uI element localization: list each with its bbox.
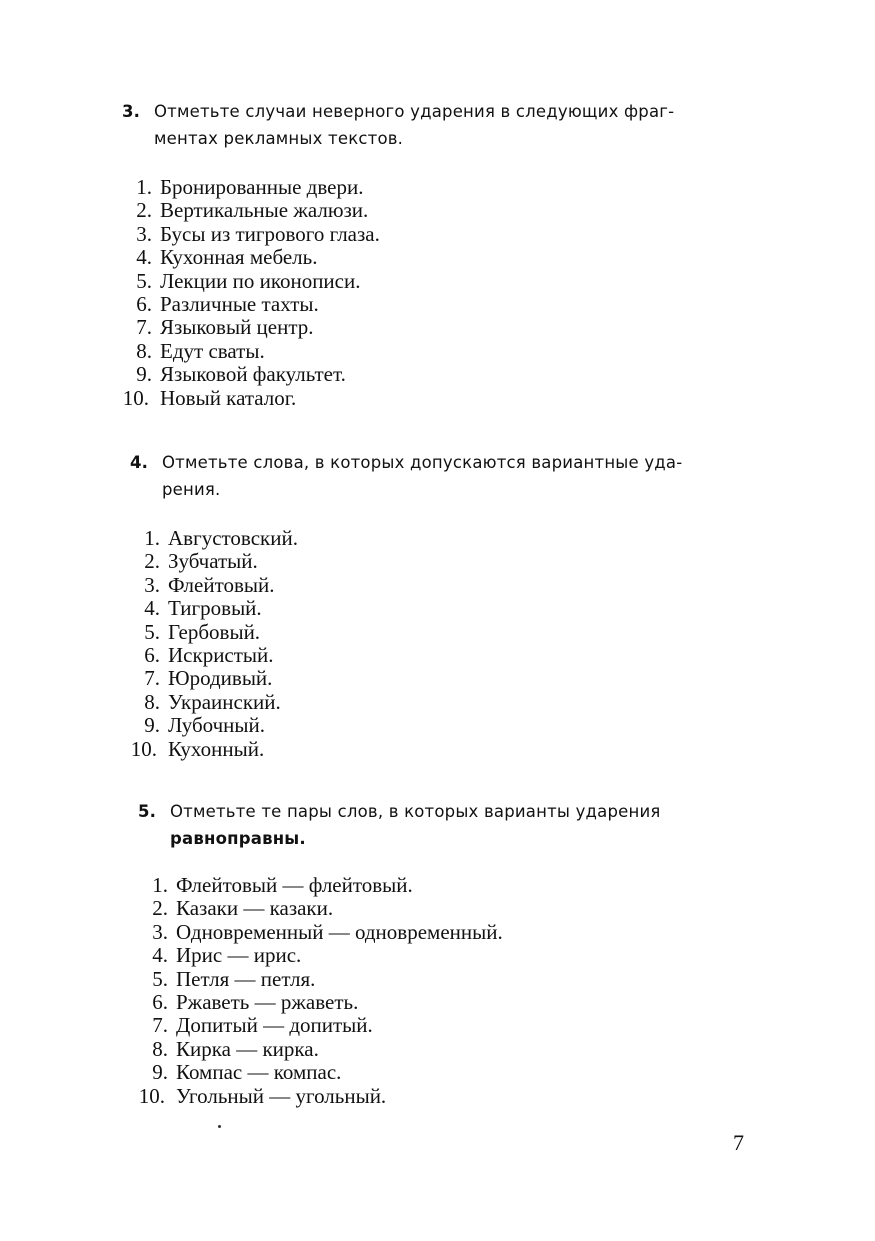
list-item-text: Лубочный. [168, 713, 265, 738]
list-item-text: Бронированные двери. [160, 175, 364, 199]
task-5-heading [138, 798, 770, 852]
list-item-number: 7. [136, 315, 152, 340]
list-item [130, 597, 732, 620]
list-item-number: 5. [152, 966, 168, 991]
list-item [130, 574, 732, 597]
list-item-text: Едут сваты. [160, 338, 265, 363]
list-item-number: 2. [136, 198, 152, 223]
task-5 [138, 798, 770, 1108]
list-item-number: 1. [152, 873, 168, 897]
task-4-heading [130, 449, 732, 503]
task-3-heading [122, 98, 724, 152]
list-item [130, 621, 732, 644]
list-item-number: 9. [152, 1060, 168, 1085]
list-item [122, 387, 724, 410]
list-item-text: Искристый. [168, 643, 274, 668]
list-item-number: 8. [152, 1036, 168, 1061]
list-item-number: 3. [136, 221, 152, 246]
list-item-text: Лекции по иконописи. [160, 268, 361, 293]
list-item-number: 9. [136, 362, 152, 387]
list-item-number: 10. [122, 385, 149, 410]
list-item-text: Кирка — кирка. [176, 1036, 319, 1061]
list-item-number: 5. [136, 268, 152, 293]
list-item-text: Казаки — казаки. [176, 896, 334, 921]
list-item-number: 1. [144, 526, 160, 550]
list-item-text: Компас — компас. [176, 1060, 342, 1085]
list-item [130, 714, 732, 737]
list-item-number: 8. [144, 689, 160, 714]
list-item-number: 9. [144, 713, 160, 738]
list-item-number: 8. [136, 338, 152, 363]
list-item-text: Ирис — ирис. [176, 943, 302, 968]
list-item-number: 5. [144, 619, 160, 644]
list-item [122, 363, 724, 386]
list-item-number: 4. [144, 596, 160, 621]
list-item-number: 6. [144, 643, 160, 668]
task-5-list [138, 874, 770, 1108]
task-4-prompt: Отметьте слова, в которых допускаются вариантные уда-рения. [162, 453, 683, 499]
task-3 [122, 98, 724, 410]
list-item-number: 4. [136, 245, 152, 270]
list-item-text: Допитый — допитый. [176, 1013, 373, 1038]
task-4-list [130, 527, 732, 761]
list-item [122, 270, 724, 293]
list-item [122, 223, 724, 246]
task-3-number: 3. [122, 102, 141, 121]
list-item-text: Новый каталог. [160, 385, 297, 410]
list-item [130, 527, 732, 550]
list-item-number: 6. [136, 292, 152, 317]
list-item-number: 3. [144, 572, 160, 597]
list-item-text: Августовский. [168, 526, 298, 550]
task-5-number: 5. [138, 802, 157, 821]
list-item [130, 667, 732, 690]
list-item-number: 10. [130, 736, 157, 761]
list-item [138, 921, 770, 944]
task-4-number: 4. [130, 453, 149, 472]
task-5-prompt [138, 798, 770, 852]
list-item-text: Флейтовый. [168, 572, 275, 597]
list-item-text: Зубчатый. [168, 549, 258, 574]
list-item [130, 644, 732, 667]
list-item-number: 10. [138, 1083, 165, 1108]
list-item-text: Угольный — угольный. [176, 1083, 387, 1108]
list-item [138, 1014, 770, 1037]
list-item-number: 7. [144, 666, 160, 691]
stray-dot [218, 1125, 221, 1128]
list-item [138, 968, 770, 991]
list-item-text: Вертикальные жалюзи. [160, 198, 369, 223]
list-item-text: Гербовый. [168, 619, 261, 644]
list-item [122, 316, 724, 339]
list-item [122, 199, 724, 222]
list-item [130, 550, 732, 573]
list-item [122, 176, 724, 199]
task-3-list [122, 176, 724, 410]
list-item-text: Одновременный — одновременный. [176, 919, 503, 944]
list-item-text: Тигровый. [168, 596, 262, 621]
task-4 [130, 449, 732, 761]
list-item-text: Бусы из тигрового глаза. [160, 221, 380, 246]
list-item [122, 293, 724, 316]
list-item-number: 1. [136, 175, 152, 199]
list-item [138, 897, 770, 920]
list-item-number: 6. [152, 990, 168, 1015]
list-item-text: Кухонная мебель. [160, 245, 318, 270]
list-item-text: Языковый центр. [160, 315, 314, 340]
list-item [138, 1085, 770, 1108]
list-item-text: Ржаветь — ржаветь. [176, 990, 359, 1015]
list-item-text: Петля — петля. [176, 966, 316, 991]
list-item-text: Различные тахты. [160, 292, 319, 317]
task-3-prompt: Отметьте случаи неверного ударения в следующих фраг-ментах рекламных текстов. [154, 102, 675, 148]
list-item [138, 1061, 770, 1084]
list-item [122, 340, 724, 363]
list-item [138, 874, 770, 897]
list-item-number: 2. [144, 549, 160, 574]
list-item-number: 2. [152, 896, 168, 921]
task-5-prompt-bold: равноправны. [170, 829, 306, 848]
task-5-prompt-main: Отметьте те пары слов, в которых варианты ударения [170, 802, 661, 821]
list-item [138, 944, 770, 967]
list-item [122, 246, 724, 269]
list-item [130, 738, 732, 761]
list-item-number: 4. [152, 943, 168, 968]
list-item-text: Украинский. [168, 689, 281, 714]
list-item-number: 3. [152, 919, 168, 944]
list-item [138, 1038, 770, 1061]
list-item [130, 691, 732, 714]
list-item [138, 991, 770, 1014]
list-item-number: 7. [152, 1013, 168, 1038]
list-item-text: Флейтовый — флейтовый. [176, 873, 413, 897]
list-item-text: Языковой факультет. [160, 362, 346, 387]
list-item-text: Юродивый. [168, 666, 273, 691]
page-number: 7 [733, 1130, 744, 1155]
list-item-text: Кухонный. [168, 736, 265, 761]
